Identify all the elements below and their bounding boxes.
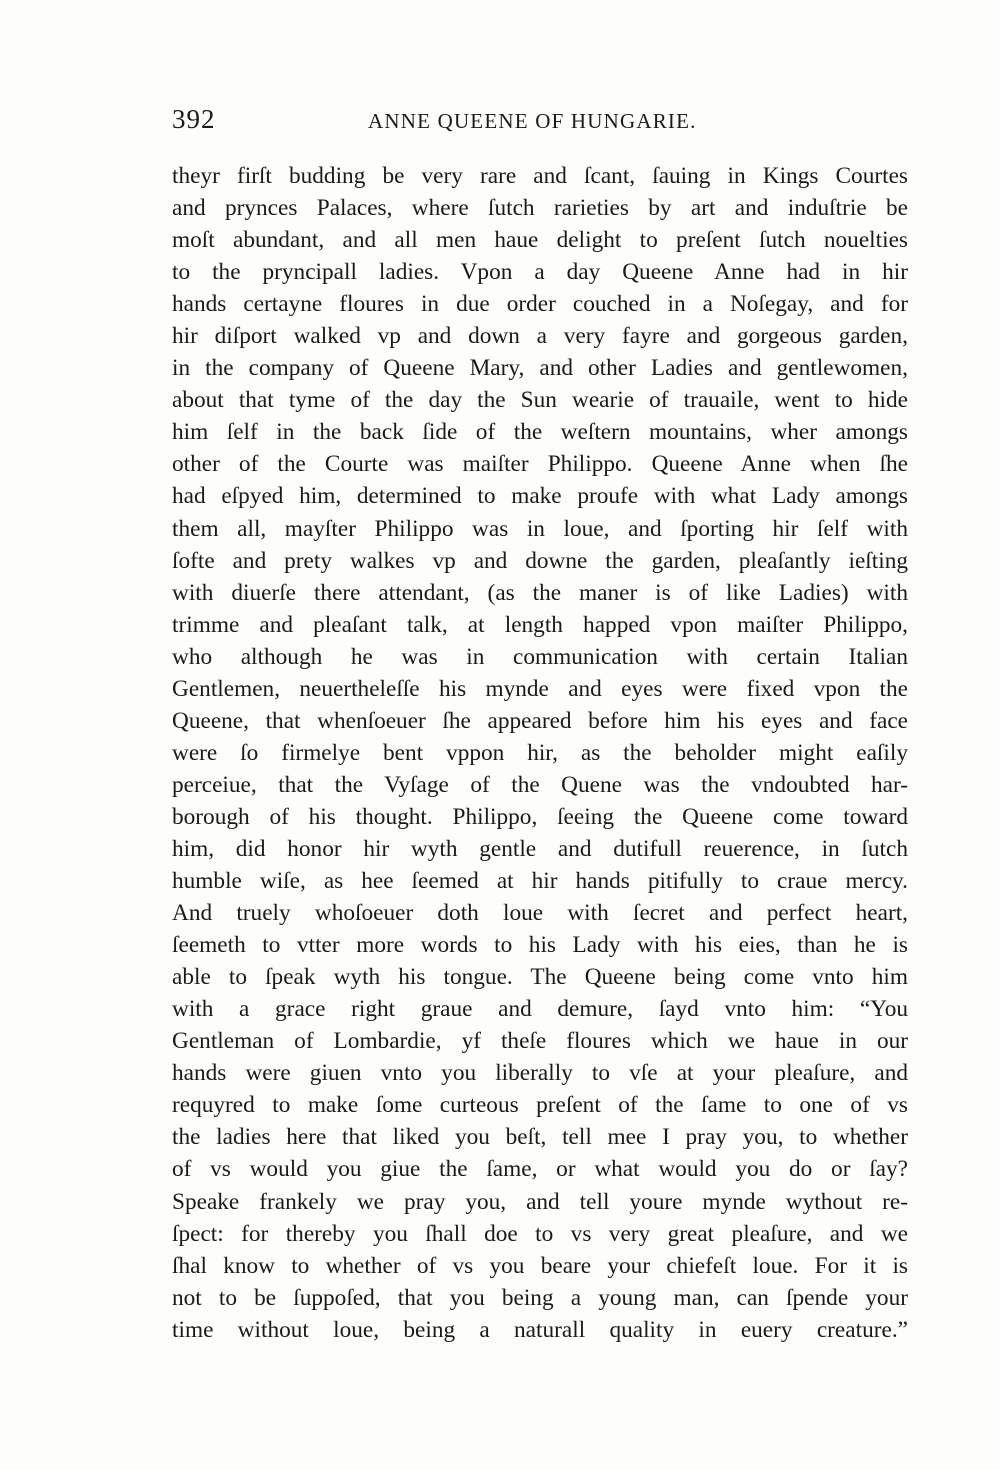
text-line: him ſelf in the back ſide of the weſtern mountains, wher amongs xyxy=(172,419,908,446)
text-line: the ladies here that liked you beſt, tell mee I pray you, to whether xyxy=(172,1124,908,1151)
text-line: Gentlemen, neuertheleſſe his mynde and eyes were fixed vpon the xyxy=(172,675,908,702)
text-line: ſhal know to whether of vs you beare your chiefeſt loue. For it is xyxy=(172,1252,908,1279)
text-line: borough of his thought. Philippo, ſeeing the Queene come toward xyxy=(172,803,908,830)
text-line: able to ſpeak wyth his tongue. The Queene being come vnto him xyxy=(172,964,908,991)
text-line: him, did honor hir wyth gentle and dutifull reuerence, in ſutch xyxy=(172,835,908,862)
text-line: with diuerſe there attendant, (as the maner is of like Ladies) with xyxy=(172,579,908,606)
running-head xyxy=(172,104,908,144)
text-line: ſpect: for thereby you ſhall doe to vs very great pleaſure, and we xyxy=(172,1220,908,1247)
text-line: requyred to make ſome curteous preſent of the ſame to one of vs xyxy=(172,1092,908,1119)
page-number: 392 xyxy=(172,104,216,134)
text-line: humble wiſe, as hee ſeemed at hir hands pitifully to craue mercy. xyxy=(172,868,908,895)
text-line: ſofte and prety walkes vp and downe the garden, pleaſantly ieſting xyxy=(172,547,908,574)
text-line: perceiue, that the Vyſage of the Quene was the vndoubted har- xyxy=(172,771,908,798)
text-line: not to be ſuppoſed, that you being a young man, can ſpende your xyxy=(172,1284,908,1311)
text-line: moſt abundant, and all men haue delight to preſent ſutch nouelties xyxy=(172,227,908,254)
text-line: of vs would you giue the ſame, or what would you do or ſay? xyxy=(172,1156,908,1183)
text-line: ſeemeth to vtter more words to his Lady with his eies, than he is xyxy=(172,932,908,959)
text-line: to the pryncipall ladies. Vpon a day Queene Anne had in hir xyxy=(172,259,908,286)
text-line: other of the Courte was maiſter Philippo. Queene Anne when ſhe xyxy=(172,451,908,478)
body-text xyxy=(172,160,908,1346)
text-line: hands certayne floures in due order couched in a Noſegay, and for xyxy=(172,291,908,318)
text-line: theyr firſt budding be very rare and ſcant, ſauing in Kings Courtes xyxy=(172,163,908,189)
text-line: who although he was in communication with certain Italian xyxy=(172,643,908,670)
text-line: Speake frankely we pray you, and tell youre mynde wythout re- xyxy=(172,1188,908,1215)
text-line: them all, mayſter Philippo was in loue, and ſporting hir ſelf with xyxy=(172,515,908,542)
text-line: and prynces Palaces, where ſutch rarieties by art and induſtrie be xyxy=(172,195,908,222)
text-line: in the company of Queene Mary, and other Ladies and gentlewomen, xyxy=(172,355,908,382)
text-line: with a grace right graue and demure, ſayd vnto him: “You xyxy=(172,996,908,1023)
text-line: Gentleman of Lombardie, yf theſe floures which we haue in our xyxy=(172,1028,908,1055)
text-line: hir diſport walked vp and down a very fayre and gorgeous garden, xyxy=(172,323,908,350)
text-line: time without loue, being a naturall quality in euery creature.” xyxy=(172,1316,908,1343)
text-line: hands were giuen vnto you liberally to vſe at your pleaſure, and xyxy=(172,1060,908,1087)
running-title: ANNE QUEENE OF HUNGARIE. xyxy=(368,109,697,133)
text-line: had eſpyed him, determined to make proufe with what Lady amongs xyxy=(172,483,908,510)
text-line: trimme and pleaſant talk, at length happed vpon maiſter Philippo, xyxy=(172,611,908,638)
text-line: Queene, that whenſoeuer ſhe appeared before him his eyes and face xyxy=(172,707,908,734)
text-line: were ſo firmelye bent vppon hir, as the beholder might eaſily xyxy=(172,739,908,766)
text-line: about that tyme of the day the Sun wearie of trauaile, went to hide xyxy=(172,387,908,414)
text-line: And truely whoſoeuer doth loue with ſecret and perfect heart, xyxy=(172,900,908,927)
